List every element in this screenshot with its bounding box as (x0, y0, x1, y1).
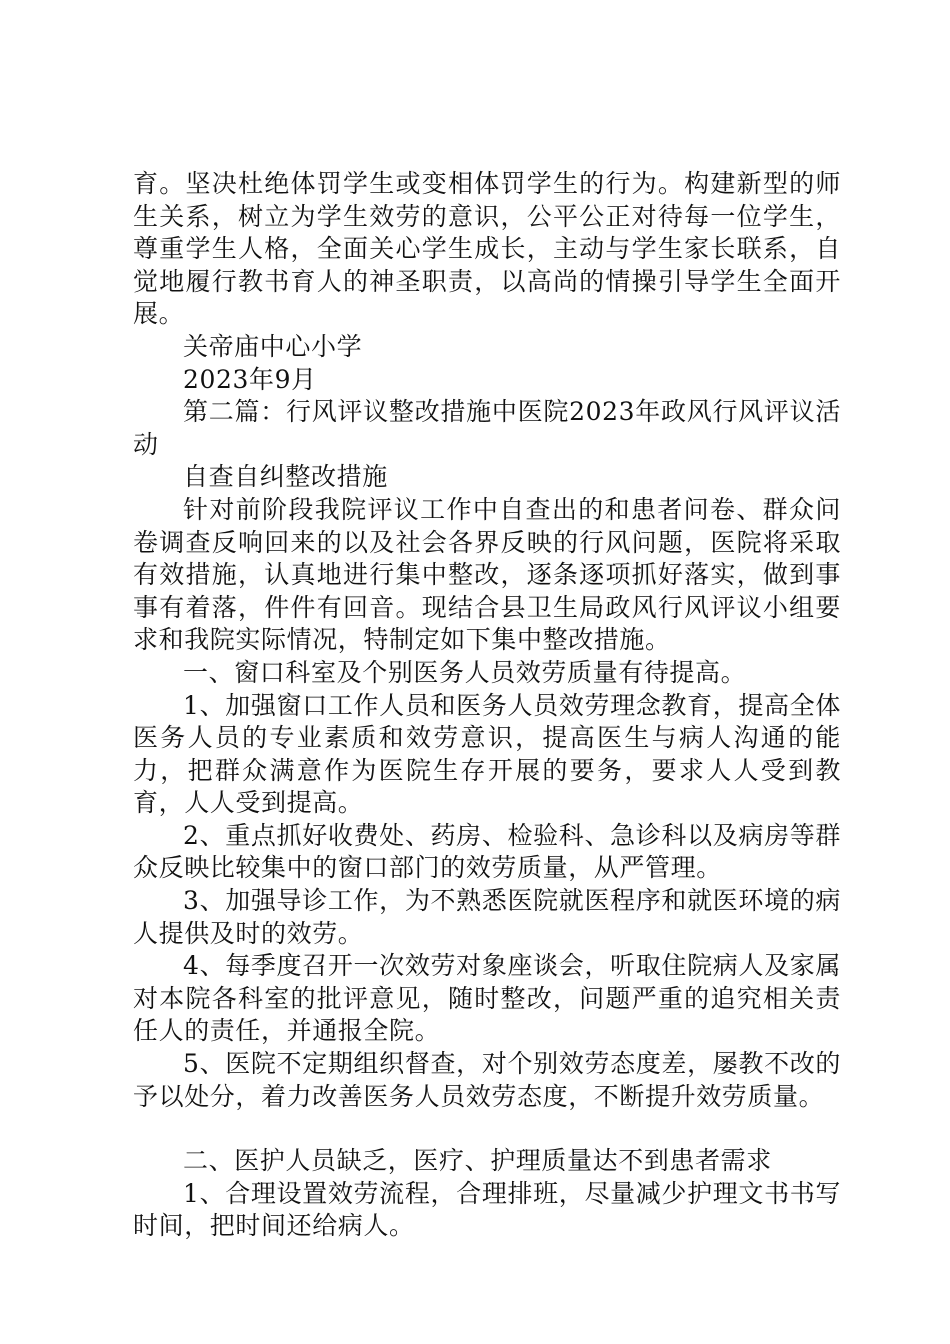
heading-two: 二、医护人员缺乏，医疗、护理质量达不到患者需求 (183, 1146, 772, 1176)
list-item: 2、重点抓好收费处、药房、检验科、急诊科以及病房等群众反映比较集中的窗口部门的效劳质量，从严管理。 (133, 820, 841, 883)
document-body (133, 168, 841, 1243)
list-item: 1、加强窗口工作人员和医务人员效劳理念教育，提高全体医务人员的专业素质和效劳意识，提高医生与病人沟通的能力，把群众满意作为医院生存开展的要务，要求人人受到教育，人人受到提高。 (133, 690, 841, 818)
signature-date: 2023年9月 (183, 364, 317, 394)
section-subtitle: 自查自纠整改措施 (183, 462, 388, 492)
list-item: 3、加强导诊工作，为不熟悉医院就医程序和就医环境的病人提供及时的效劳。 (133, 886, 841, 948)
heading-one: 一、窗口科室及个别医务人员效劳质量有待提高。 (183, 657, 747, 687)
paragraph-continuation: 育。坚决杜绝体罚学生或变相体罚学生的行为。构建新型的师生关系，树立为学生效劳的意识，公平公正对待每一位学生，尊重学生人格，全面关心学生成长，主动与学生家长联系，自觉地履行教书育人的神圣职责，以高尚的情操引导学生全面开展。 (133, 169, 841, 329)
signature-school: 关帝庙中心小学 (183, 331, 363, 361)
list-item: 5、医院不定期组织督查，对个别效劳态度差，屡教不改的予以处分，着力改善医务人员效劳态度，不断提升效劳质量。 (133, 1049, 841, 1111)
section-title: 第二篇：行风评议整改措施中医院2023年政风行风评议活动 (133, 397, 841, 459)
list-item: 1、合理设置效劳流程，合理排班，尽量减少护理文书书写时间，把时间还给病人。 (133, 1178, 841, 1241)
intro-paragraph: 针对前阶段我院评议工作中自查出的和患者问卷、群众问卷调查反响回来的以及社会各界反映的行风问题，医院将采取有效措施，认真地进行集中整改，逐条逐项抓好落实，做到事事有着落，件件有回音。现结合县卫生局政风行风评议小组要求和我院实际情况，特制定如下集中整改措施。 (133, 494, 841, 655)
list-item: 4、每季度召开一次效劳对象座谈会，听取住院病人及家属对本院各科室的批评意见，随时整改，问题严重的追究相关责任人的责任，并通报全院。 (133, 951, 841, 1046)
